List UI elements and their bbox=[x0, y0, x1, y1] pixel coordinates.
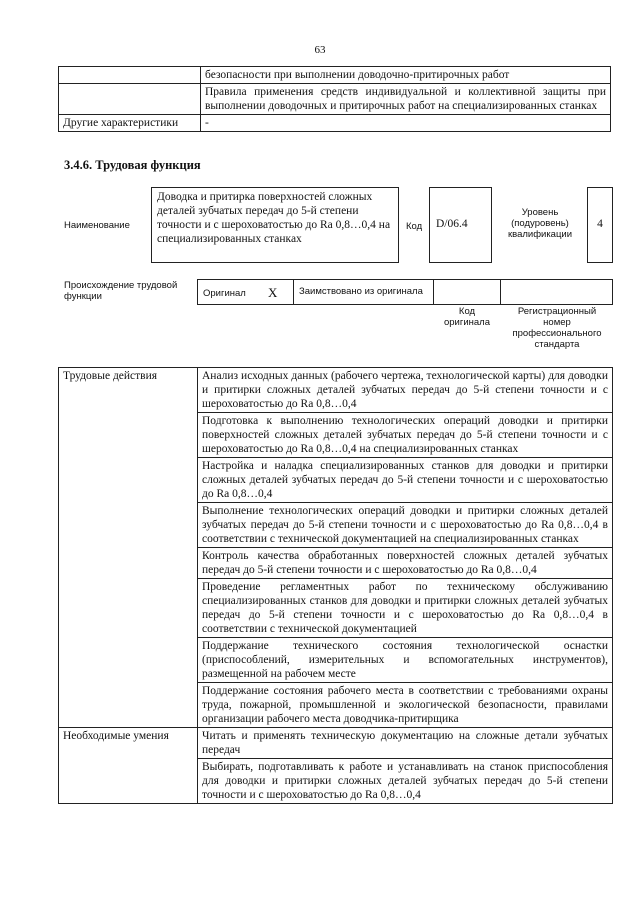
code-caption: Код оригинала bbox=[443, 306, 490, 328]
top-row-left bbox=[59, 67, 201, 84]
original-code-cell bbox=[433, 279, 501, 305]
section-heading: 3.4.6. Трудовая функция bbox=[64, 158, 201, 172]
original-label: Оригинал bbox=[203, 288, 246, 299]
other-characteristics-value: - bbox=[201, 115, 611, 132]
required-skill: Выбирать, подготавливать к работе и устанавливать на станок приспособления для доводки и притирки сложных деталей зубчатых передач до 5-й степени точности и с шероховатостью до Ra 0,8…0,4 bbox=[198, 759, 613, 804]
reg-caption: Регистрационный номер профессионального стандарта bbox=[512, 306, 602, 350]
origin-label: Происхождение трудовой функции bbox=[64, 280, 178, 302]
level-value: 4 bbox=[597, 218, 603, 230]
labor-action: Контроль качества обработанных поверхностей сложных деталей зубчатых передач до 5-й степени точности и с шероховатостью до Ra 0,8…0,4 bbox=[198, 548, 613, 579]
table-row bbox=[59, 728, 613, 759]
other-characteristics-label: Другие характеристики bbox=[59, 115, 201, 132]
top-table bbox=[58, 66, 611, 132]
labor-actions-label: Трудовые действия bbox=[59, 368, 198, 728]
original-mark: X bbox=[268, 285, 278, 300]
table-row bbox=[59, 115, 611, 132]
required-skills-label: Необходимые умения bbox=[59, 728, 198, 804]
table-row bbox=[59, 84, 611, 115]
function-name: Доводка и притирка поверхностей сложных деталей зубчатых передач до 5-й степени точности и с шероховатостью до Ra 0,8…0,4 на специализированных станках bbox=[157, 191, 391, 245]
labor-action: Настройка и наладка специализированных станков для доводки и притирки сложных деталей зубчатых передач до 5-й степени точности и с шероховатостью до Ra 0,8…0,4 bbox=[198, 458, 613, 503]
top-row-left bbox=[59, 84, 201, 115]
labor-action: Выполнение технологических операций доводки и притирки сложных деталей зубчатых передач до 5-й степени точности и с шероховатостью до Ra 0,8…0,4 в соответствии с технической документацией на специализированных станках bbox=[198, 503, 613, 548]
labor-action: Поддержание технического состояния технологической оснастки (приспособлений, измерительных и вспомогательных инструментов), размещенной на рабочем месте bbox=[198, 638, 613, 683]
labor-action: Поддержание состояния рабочего места в соответствии с требованиями охраны труда, пожарной, промышленной и экологической безопасности, правилами организации рабочего места доводчика-притирщика bbox=[198, 683, 613, 728]
table-row bbox=[59, 368, 613, 413]
labor-action: Анализ исходных данных (рабочего чертежа, технологической карты) для доводки и притирки сложных деталей зубчатых передач до 5-й степени точности и с шероховатостью до Ra 0,8…0,4 bbox=[198, 368, 613, 413]
code-value: D/06.4 bbox=[436, 218, 468, 230]
borrowed-label: Заимствовано из оригинала bbox=[299, 286, 423, 297]
labor-action: Подготовка к выполнению технологических операций доводки и притирки поверхностей сложных деталей зубчатых передач до 5-й степени точности и с шероховатостью до Ra 0,8…0,4 на специализированных станках bbox=[198, 413, 613, 458]
code-box bbox=[429, 187, 492, 263]
labor-action: Проведение регламентных работ по техническому обслуживанию специализированных станков для доводки и притирки сложных деталей зубчатых передач до 5-й степени точности и с шероховатостью до Ra 0,8…0,4 в соответствии с технической документацией bbox=[198, 579, 613, 638]
level-label: Уровень (подуровень) квалификации bbox=[507, 207, 573, 240]
top-row-right: Правила применения средств индивидуальной и коллективной защиты при выполнении доводочных и притирочных работ на специализированных станках bbox=[201, 84, 611, 115]
original-cell bbox=[197, 279, 294, 305]
table-row bbox=[59, 67, 611, 84]
borrowed-cell bbox=[293, 279, 434, 305]
main-table bbox=[58, 367, 613, 804]
level-box bbox=[587, 187, 613, 263]
reg-number-cell bbox=[500, 279, 613, 305]
top-row-right: безопасности при выполнении доводочно-притирочных работ bbox=[201, 67, 611, 84]
page-number: 63 bbox=[314, 44, 326, 56]
function-name-box bbox=[151, 187, 399, 263]
required-skill: Читать и применять техническую документацию на сложные детали зубчатых передач bbox=[198, 728, 613, 759]
code-label: Код bbox=[406, 221, 423, 232]
name-label: Наименование bbox=[64, 220, 130, 231]
